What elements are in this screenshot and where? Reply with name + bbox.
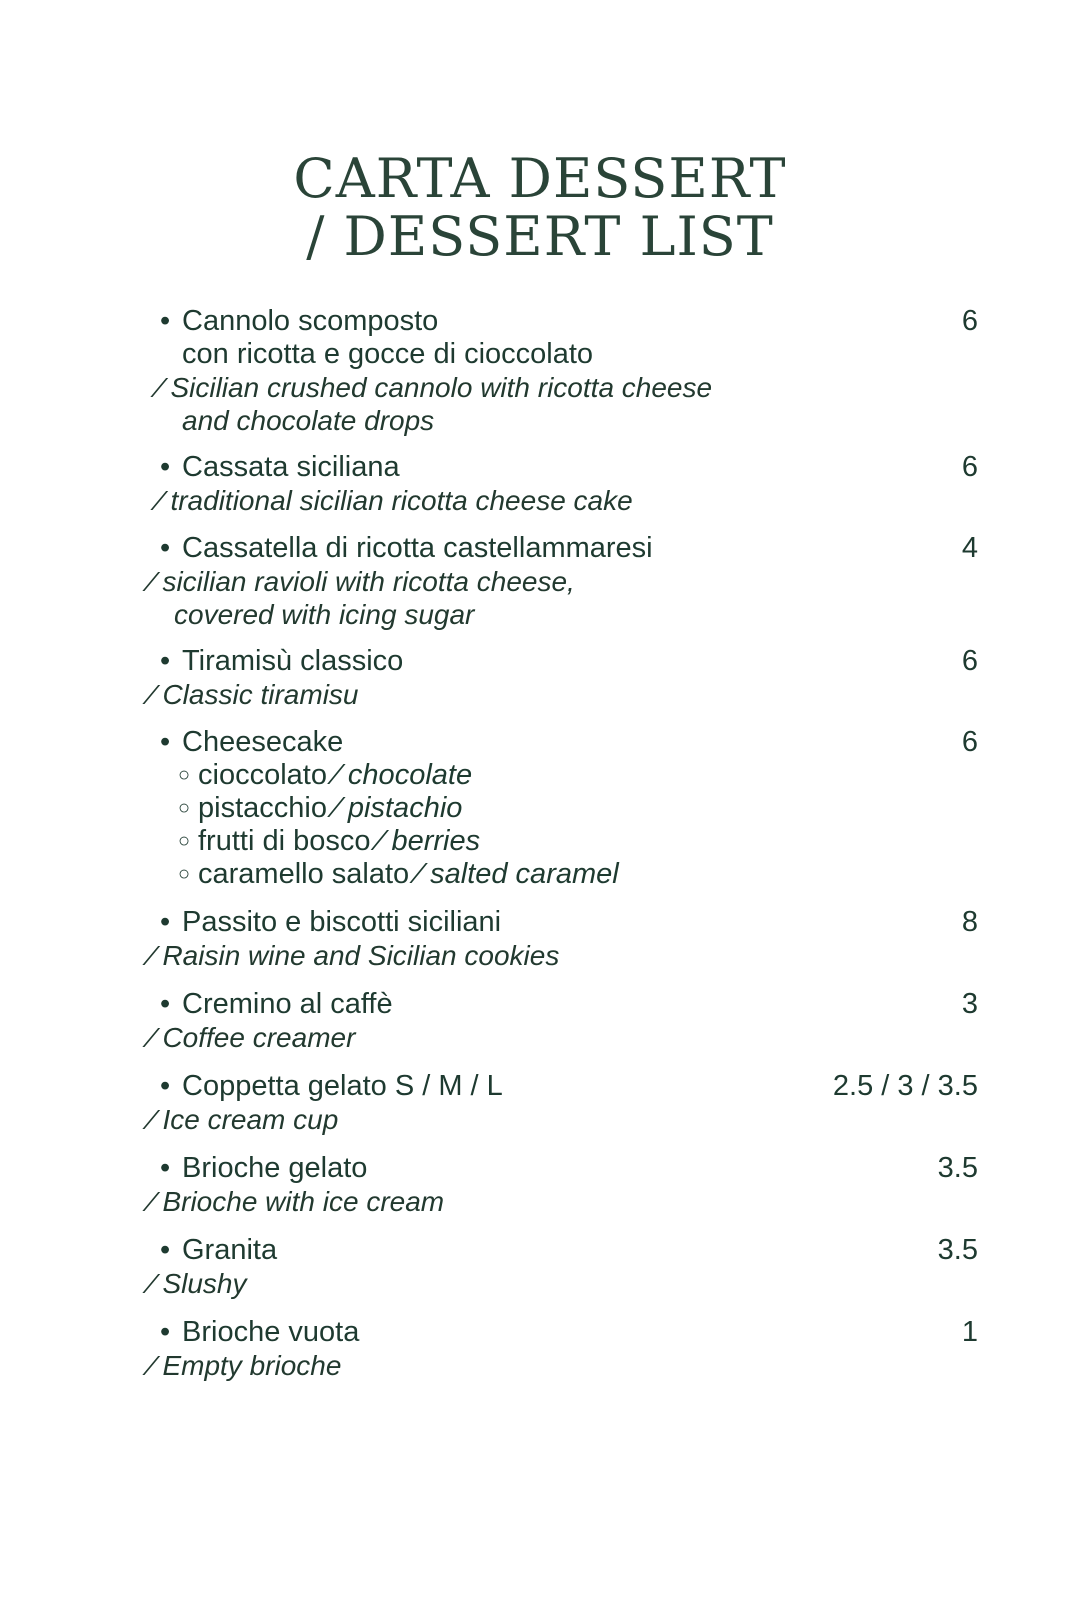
item-description: ⁄ Brioche with ice cream xyxy=(150,1186,445,1217)
dessert-list: • Cannolo scomposto con ricotta e gocce di cioccolato 6 ⁄ Sicilian crushed cannolo with ricotta cheese and chocolate drops • Cassata siciliana 6 ⁄ traditional sicilian ricotta cheese cake • Cassatella di ricotta castellammaresi 4 ⁄ sicilian ravioli with ricotta cheese, covered with icing sugar • Tiramisù classico 6 ⁄ Classic tiramisu • Cheesecake 6 ○ cioccolato ⁄ chocolate ○ pistacchio ⁄ pistachio ○ frutti di bosco ⁄ berries ○ caramello salato ⁄ salted caramel • Passito e biscotti siciliani 8 ⁄ Raisin wine and Sicilian cookies • Cremino al caffè 3 ⁄ Coffee creamer • Coppetta gelato S / M / L 2.5 / 3 / 3.5 ⁄ Ice cream cup • Brioche gelato 3.5 ⁄ Brioche with ice cream • Granita 3.5 ⁄ Slushy • Brioche vuota 1 ⁄ Empty brioche xyxy=(150,305,978,1381)
item-name-line2: con ricotta e gocce di cioccolato xyxy=(182,338,594,370)
title-line-1: CARTA DESSERT xyxy=(293,147,787,210)
item-name: Cassata siciliana xyxy=(182,451,400,483)
item-description: ⁄ Empty brioche xyxy=(150,1350,342,1381)
item-description: ⁄ Slushy xyxy=(150,1268,247,1299)
item-name: Cremino al caffè xyxy=(182,988,393,1020)
item-price: 6 xyxy=(961,645,978,677)
item-name: Brioche vuota xyxy=(182,1316,360,1348)
item-price: 6 xyxy=(961,726,978,758)
item-name: Brioche gelato xyxy=(182,1152,368,1184)
item-description: ⁄ Ice cream cup xyxy=(150,1104,339,1135)
item-name: Passito e biscotti siciliani xyxy=(182,906,502,938)
item-price: 3 xyxy=(961,988,978,1020)
item-name: Cannolo scomposto xyxy=(182,305,439,337)
item-name: Tiramisù classico xyxy=(182,645,404,677)
item-price: 1 xyxy=(961,1316,978,1348)
item-description: ⁄ Coffee creamer xyxy=(150,1022,356,1053)
item-description: ⁄ Classic tiramisu xyxy=(150,679,359,710)
item-name: Cheesecake xyxy=(182,726,344,758)
item-price: 6 xyxy=(961,451,978,483)
item-description: ⁄ traditional sicilian ricotta cheese cake xyxy=(158,485,633,516)
item-price: 6 xyxy=(961,305,978,337)
item-price: 8 xyxy=(961,906,978,938)
item-description-line2: and chocolate drops xyxy=(182,405,435,436)
item-name: Cassatella di ricotta castellammaresi xyxy=(182,532,653,564)
cheesecake-flavor: ○ cioccolato ⁄ chocolate xyxy=(178,759,473,791)
item-description: ⁄ Raisin wine and Sicilian cookies xyxy=(150,940,560,971)
cheesecake-flavor: ○ caramello salato ⁄ salted caramel xyxy=(178,858,619,890)
cheesecake-flavor: ○ frutti di bosco ⁄ berries xyxy=(178,825,481,857)
item-price: 4 xyxy=(961,532,978,564)
item-price: 2.5 / 3 / 3.5 xyxy=(832,1070,978,1102)
item-price: 3.5 xyxy=(937,1152,978,1184)
item-name: Granita xyxy=(182,1234,278,1266)
cheesecake-flavor: ○ pistacchio ⁄ pistachio xyxy=(178,792,463,824)
item-price: 3.5 xyxy=(937,1234,978,1266)
item-description-line2: covered with icing sugar xyxy=(174,599,475,630)
item-description: ⁄ Sicilian crushed cannolo with ricotta cheese xyxy=(158,372,713,403)
title-line-2: / DESSERT LIST xyxy=(306,205,774,268)
item-description: ⁄ sicilian ravioli with ricotta cheese, xyxy=(150,566,575,597)
item-name: Coppetta gelato S / M / L xyxy=(182,1070,503,1102)
